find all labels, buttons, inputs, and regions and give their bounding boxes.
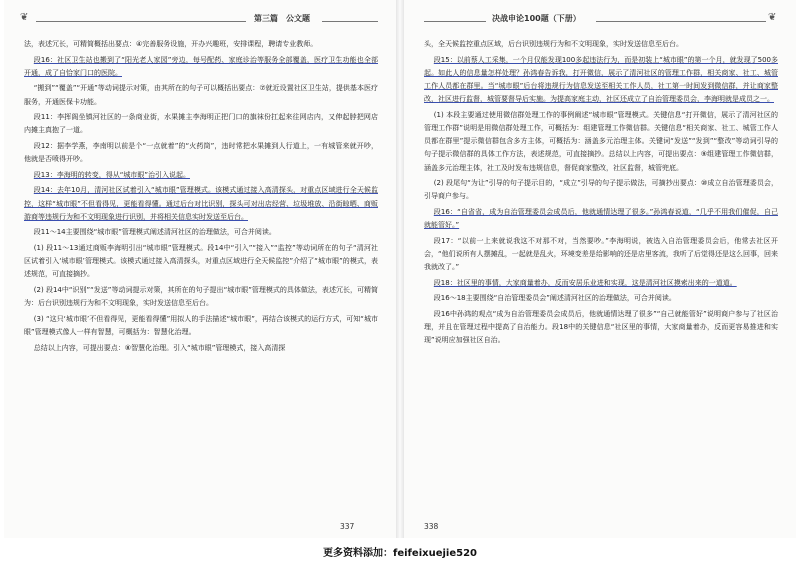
- right-page-body: [424, 38, 778, 350]
- paragraph: 头，全天候监控重点区域，后台识别违规行为和不文明现象，实时发送信息至后台。: [424, 40, 683, 48]
- header-rule: [424, 21, 486, 22]
- paragraph: 法，表述冗长，可精简概括出要点：④完善服务设施，开办兴趣班，安排课程，聘请专业教师。: [24, 40, 318, 48]
- paragraph: [24, 169, 378, 182]
- underlined-text: 段18：社区里的事情，大家商量着办，反而安居乐业进和实现，这是清河社区摸索出来的一道道。: [433, 278, 737, 287]
- underlined-text: 段13：李海明的转变，得从“城市眼”治引入说起。: [33, 170, 190, 179]
- paragraph: 段11～14主要围绕“城市眼”管理模式阐述清河社区的治理做法，可合并阅读。: [33, 228, 276, 237]
- paragraph: (1) 段11～13通过商贩李海明引出“城市眼”管理模式。段14中“引入”“接入”“监控”等动词所在的句子“清河社区试着引入‘城市眼’管理模式。该模式通过接入高清探头，对重点区域进行全天候监控”介绍了“城市眼”的模式，表述规范，可直接摘抄。: [24, 243, 378, 279]
- underlined-text: 段16：社区卫生站也搬到了“阳光老人家园”旁边，每号配药、家庭诊治等服务全部覆盖，医疗卫生功能也全部开通，成了自恰家门口的医院。: [24, 55, 378, 77]
- paragraph: (2) 段14中“识别”“发送”等动词提示对策，其所在的句子提出“城市眼”管理模式的具体做法，表述冗长，可精简为：后台识别违规行为和不文明现象，实时发送信息至后台。: [24, 285, 378, 308]
- paragraph: (3) “这只‘城市眼’不但看得见，更能看得懂”用拟人的手法描述“城市眼”，再结合该模式的运行方式，可知“城市眼”管理模式像人一样有智慧，可概括为：智慧化治理。: [24, 314, 378, 336]
- paragraph: 段11：李挥阁坐镇河社区的一条商业街，水果摊主李海明正把门口的旗袜份扛起来往网店内，又伸起脖把网店内摊主真抱了一道。: [24, 113, 378, 135]
- paragraph: 段12：据李学燕，李南明以前是个“一点就着”的“火药筒”，违时常把水果摊到人行道上，一有城管来就开吵，他就是否喷得开吵。: [24, 141, 378, 164]
- underlined-text: 段15：以前蔡人工采集，一个月仅能发现100多起违法行为，而是初装上“城市眼”的第一个月，就发现了500多起。如此人的信息量怎样处理？孙鸿春告诉我，打开微信，展示了清河社区的管理工作群，相关商家、社工、城管工作人员都在群里。当“城市眼”后台将违规行为信息发送至相关工作人员，社工第一时间发到微信群，并让商家整改，社区进行监督，城管要督导后实施。为提高家庭主动，社区还成立了自治管理委员会，李海明就是成员之一。: [424, 55, 778, 104]
- paragraph: (1) 本段主要通过使用微信群处理工作的事例阐述“城市眼”管理模式。关键信息“打开微信，展示了清河社区的管理工作群”说明是用微信群处理工作，可概括为：组建管理工作微信群。关键信息“相关商家、社工、城管工作人员都在群里”提示微信群包含多方主体，可概括为：涵盖多元治理主体。关键词“发送”“发到”“整改”等动词引导的句子提示微信群的具体工作方法，表述规范，可直接摘抄。总结以上内容，可提出要点：⑨组建管理工作微信群，涵盖多元治理主体，社工及时发布违规信息，督促商家整改，社区监督，城管兜底。: [424, 110, 778, 172]
- paragraph: 段17：“以前一上来就说我这不对那不对，当然要吵。”李海明说，被选入自治管理委员会后，他常去社区开会，“他们说所有人摆摊乱，一起就是乱火，环境变差是给影响的还是店里客流，我听了后觉得还是这么回事，回来我就改了。”: [424, 236, 778, 272]
- footer-note: 更多资料添加：feifeixuejie520: [323, 548, 477, 559]
- book-gutter: [396, 0, 404, 538]
- paragraph: 总结以上内容，可提出要点：⑧智慧化治理。引入“城市眼”管理模式，接入高清探: [33, 343, 286, 352]
- header-rule: [322, 21, 378, 22]
- page-number: 337: [340, 522, 355, 531]
- book-title: 决战申论100题（下册）: [492, 14, 581, 23]
- paragraph: [424, 277, 778, 290]
- right-page-header: [404, 8, 796, 30]
- paragraph: [24, 184, 378, 224]
- left-page: [4, 0, 396, 538]
- ornament-icon: ❦: [768, 12, 777, 23]
- right-page: [404, 0, 796, 538]
- section-title: 第三篇 公文题: [254, 14, 310, 23]
- underlined-text: 段16：“自省省，成为自治管理委员会成员后，他就通情达理了很多。”孙鸿春说道，“几乎不用我们催促，自己就能管好。”: [424, 208, 778, 230]
- ornament-icon: ❦: [20, 12, 29, 23]
- paragraph: (2) 段尾句“为让”引导的句子提示目的，“成立”引导的句子提示做法，可摘抄出要点：⑩成立自治管理委员会，引导商户参与。: [424, 179, 778, 201]
- paragraph: 段16中孙鸿的观点“成为自治管理委员会成员后，他就通情达理了很多”“自己就能管好”说明商户参与了社区治理，并且在管理过程中提高了自治能力。段18中的关键信息“社区里的事情，大家商量着办，反而更容易推进和实现”说明应加强社区自治。: [424, 309, 778, 345]
- paragraph: 段16～18主要围绕“自治管理委员会”阐述清河社区的治理做法，可合并阅读。: [433, 294, 676, 303]
- page-number: 338: [424, 522, 439, 531]
- paragraph: [424, 54, 778, 107]
- paragraph: [424, 206, 778, 232]
- header-rule: [596, 21, 766, 22]
- paragraph: “搬到”“覆盖”“开通”等动词提示对策，由其所在的句子可以概括出要点：⑦就近设置社区卫生站，提供基本医疗服务，开通医保卡功能。: [24, 84, 378, 106]
- paragraph: [24, 54, 378, 80]
- left-page-body: [24, 38, 378, 357]
- underlined-text: 段14：去年10月，清河社区试着引入“城市眼”管理模式。该模式通过接入高清探头，对重点区域进行全天候监控，这样“城市眼”不但看得见，更能看得懂。通过后台对比识别，探头可对出店经营、垃圾堆放、沿街晾晒、商贩游商等违规行为和不文明现象进行识别，并将相关信息实时发送至后台。: [24, 186, 378, 221]
- header-rule: [36, 21, 246, 22]
- left-page-header: [4, 8, 396, 30]
